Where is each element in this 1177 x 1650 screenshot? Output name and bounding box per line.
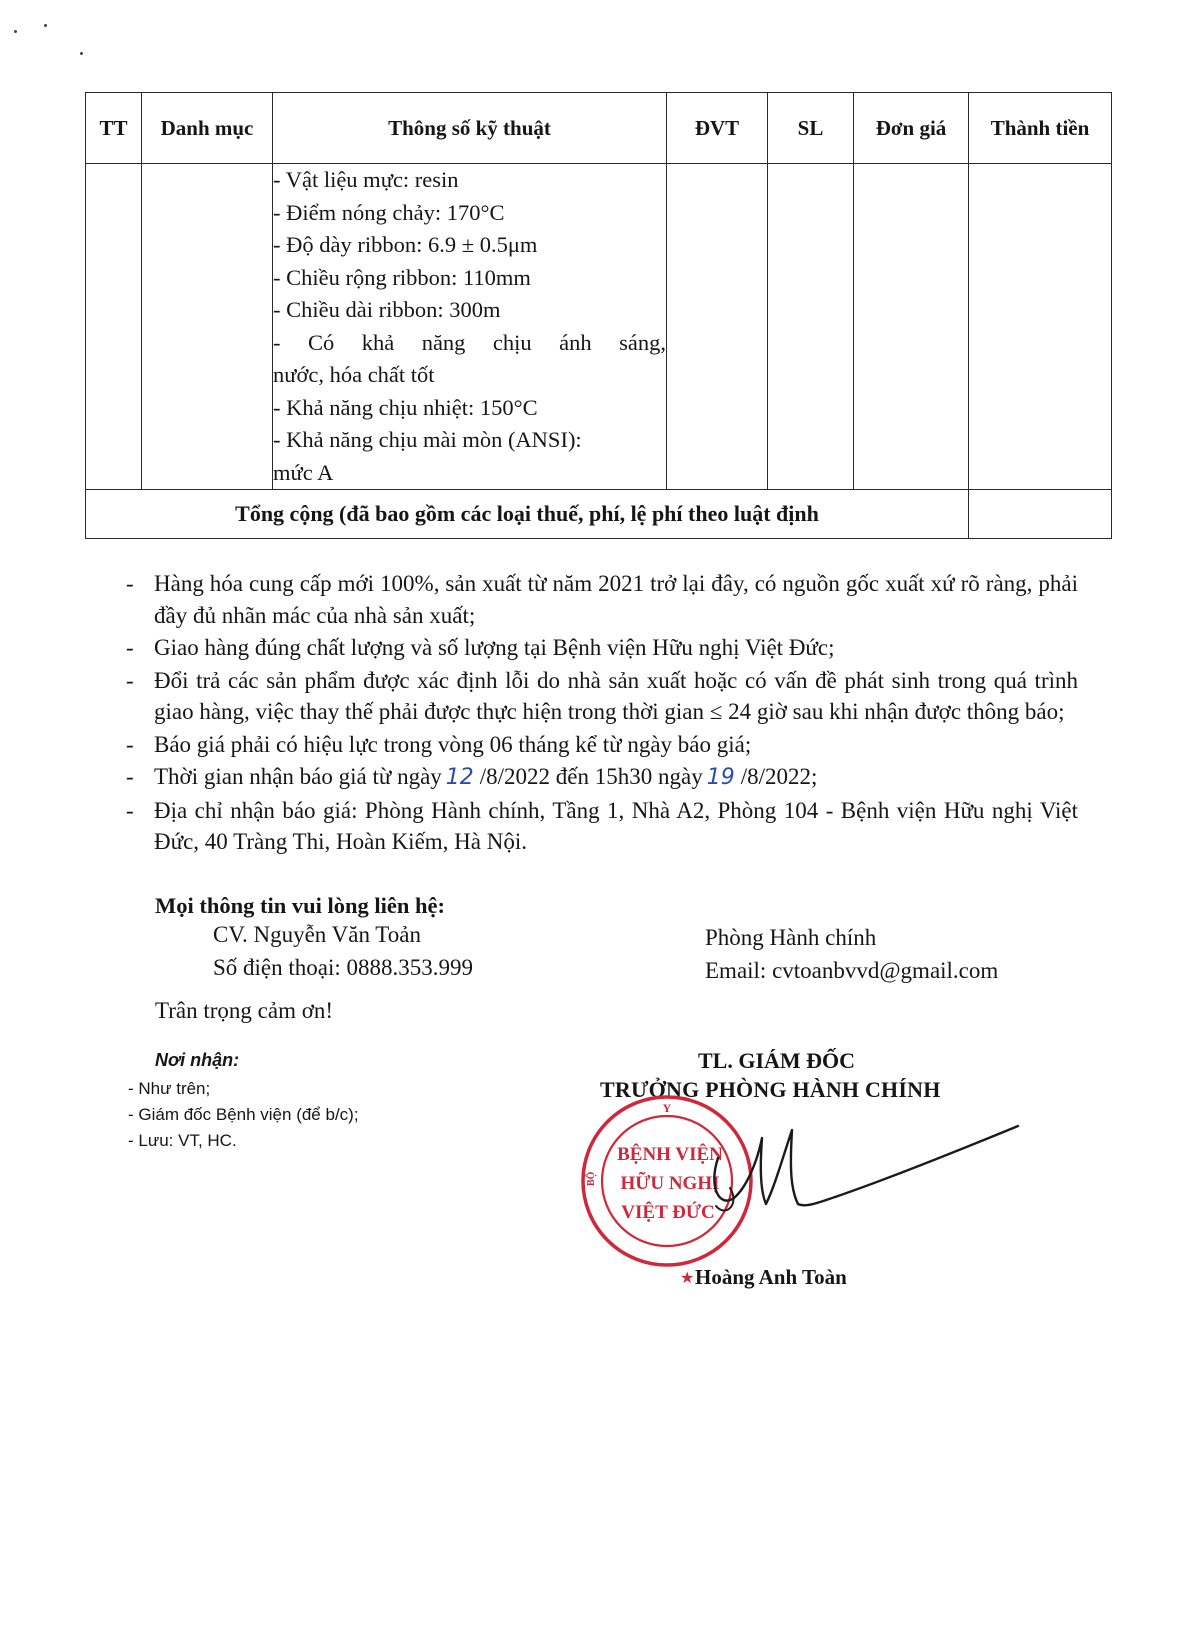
col-header-thanh-tien: Thành tiền	[969, 93, 1112, 164]
term-text: Thời gian nhận báo giá từ ngày	[154, 764, 442, 789]
term-text: /8/2022 đến 15h30 ngày	[479, 764, 703, 789]
list-item	[118, 665, 1078, 728]
table-row	[86, 164, 1112, 490]
bullet-dash: -	[126, 635, 134, 660]
cell-total-value	[969, 490, 1112, 539]
stamp-line-1: BỆNH VIỆN	[617, 1144, 723, 1165]
signer-name: Hoàng Anh Toàn	[695, 1265, 847, 1289]
list-item	[118, 568, 1078, 631]
cell-thanh-tien	[969, 164, 1112, 490]
spec-line: - Chiều rộng ribbon: 110mm	[273, 264, 531, 290]
contact-heading: Mọi thông tin vui lòng liên hệ:	[155, 893, 446, 918]
spec-line: - Vật liệu mực: resin	[273, 167, 459, 192]
cell-dvt	[667, 164, 768, 490]
col-header-sl: SL	[768, 93, 854, 164]
scan-speck	[80, 52, 83, 55]
col-header-don-gia: Đơn giá	[854, 93, 969, 164]
cell-spec-list	[273, 164, 667, 490]
cell-don-gia	[854, 164, 969, 490]
stamp-star-icon: ★	[680, 1270, 695, 1287]
term-text: Đổi trả các sản phẩm được xác định lỗi do nhà sản xuất hoặc có vấn đề phát sinh trong quá trình giao hàng, việc thay thế phải được thực hiện trong thời gian ≤ 24 giờ sau khi nhận được thông báo;	[154, 667, 1078, 724]
list-item	[118, 761, 1078, 794]
cell-tt	[86, 164, 142, 490]
spec-line: - Điểm nóng chảy: 170°C	[273, 199, 505, 225]
stamp-top-text: Y	[662, 1101, 672, 1115]
signer-title-line1: TL. GIÁM ĐỐC	[698, 1048, 856, 1073]
stamp-side-text: BỘ	[586, 1171, 597, 1186]
signer-title-line2: TRƯỞNG PHÒNG HÀNH CHÍNH	[600, 1077, 941, 1102]
bullet-dash: -	[126, 764, 134, 789]
term-text: Hàng hóa cung cấp mới 100%, sản xuất từ năm 2021 trở lại đây, có nguồn gốc xuất xứ rõ ràng, phải đầy đủ nhãn mác của nhà sản xuất;	[154, 571, 1078, 628]
bullet-dash: -	[126, 731, 134, 757]
col-header-tt: TT	[86, 93, 142, 164]
table-header-row	[86, 93, 1112, 164]
list-item	[118, 729, 1078, 761]
spec-line: - Có khả năng chịu ánh sáng,	[273, 329, 666, 355]
stamp-line-2: HỮU NGHỊ	[620, 1173, 720, 1194]
cell-danh-muc	[142, 164, 273, 490]
recipients-list	[128, 1076, 359, 1154]
spec-line: - Khả năng chịu mài mòn (ANSI):	[273, 427, 582, 452]
term-text: Báo giá phải có hiệu lực trong vòng 06 tháng kể từ ngày báo giá;	[154, 731, 752, 757]
stamp-line-3: VIỆT ĐỨC	[621, 1202, 715, 1223]
spec-line: mức A	[273, 459, 334, 485]
term-text: /8/2022;	[740, 764, 818, 789]
handwritten-date-end: 19	[706, 765, 735, 790]
cell-sl	[768, 164, 854, 490]
bullet-dash: -	[126, 667, 134, 693]
contact-email: Email: cvtoanbvvd@gmail.com	[705, 958, 999, 983]
scan-speck	[14, 30, 17, 33]
closing-thanks: Trân trọng cảm ơn!	[155, 998, 334, 1023]
term-text: Địa chỉ nhận báo giá: Phòng Hành chính, Tầng 1, Nhà A2, Phòng 104 - Bệnh viện Hữu nghị Việt Đức, 40 Tràng Thi, Hoàn Kiếm, Hà Nội.	[154, 797, 1078, 854]
term-text: Giao hàng đúng chất lượng và số lượng tại Bệnh viện Hữu nghị Việt Đức;	[154, 635, 835, 660]
spec-line: - Chiều dài ribbon: 300m	[273, 297, 501, 322]
total-label: Tổng cộng (đã bao gồm các loại thuế, phí, lệ phí theo luật định	[86, 490, 969, 539]
list-item	[118, 632, 1078, 664]
spec-line: nước, hóa chất tốt	[273, 362, 435, 387]
spec-table	[85, 92, 1112, 539]
list-item: - Lưu: VT, HC.	[128, 1131, 237, 1150]
handwritten-signature	[700, 1118, 1020, 1228]
col-header-thong-so: Thông số kỹ thuật	[273, 93, 667, 164]
col-header-dvt: ĐVT	[667, 93, 768, 164]
list-item	[118, 795, 1078, 858]
list-item: - Giám đốc Bệnh viện (để b/c);	[128, 1105, 359, 1124]
bullet-dash: -	[126, 571, 134, 596]
bullet-dash: -	[126, 797, 134, 823]
recipients-heading: Nơi nhận:	[155, 1050, 240, 1070]
list-item: - Như trên;	[128, 1079, 211, 1098]
signature-stroke	[714, 1126, 1018, 1205]
terms-list	[118, 568, 1078, 859]
contact-person: CV. Nguyễn Văn Toản	[213, 922, 421, 947]
spec-line: - Khả năng chịu nhiệt: 150°C	[273, 394, 538, 420]
table-total-row	[86, 490, 1112, 539]
handwritten-date-start: 12	[445, 765, 474, 790]
contact-department: Phòng Hành chính	[705, 925, 877, 950]
col-header-danh-muc: Danh mục	[142, 93, 273, 164]
contact-phone: Số điện thoại: 0888.353.999	[213, 955, 474, 980]
spec-line: - Độ dày ribbon: 6.9 ± 0.5μm	[273, 232, 538, 257]
scan-speck	[44, 24, 47, 27]
